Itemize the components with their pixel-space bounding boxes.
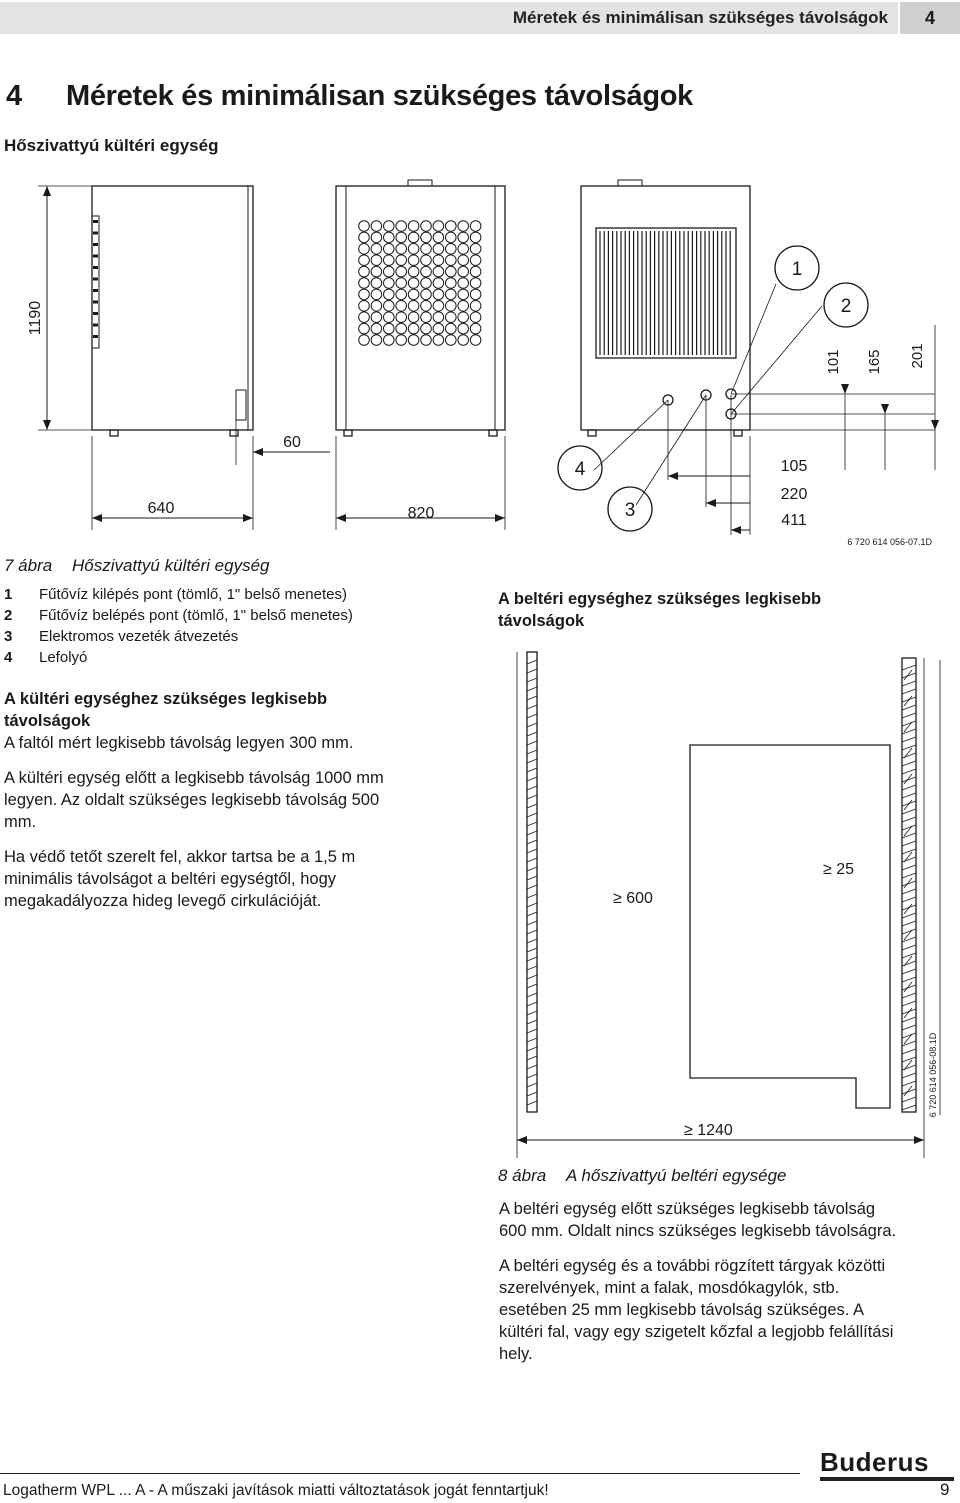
vent-hole: [446, 221, 457, 232]
vent-hole: [421, 232, 432, 243]
dim-600: ≥ 600: [613, 890, 653, 907]
vent-hole: [408, 289, 419, 300]
wall-hatch: [902, 681, 916, 686]
vent-hole: [470, 255, 481, 266]
vent-hole: [470, 312, 481, 323]
wall-hatch: [527, 1029, 537, 1033]
wall-hatch: [527, 912, 537, 916]
vent-hole: [359, 221, 370, 232]
vent-hole: [458, 255, 469, 266]
vent-hole: [371, 278, 382, 289]
vent-hole: [396, 255, 407, 266]
dim-165: 165: [866, 349, 883, 375]
wall-hatch: [902, 713, 916, 718]
vent-hole: [359, 335, 370, 346]
vent-hole: [421, 255, 432, 266]
figure-8-caption-number: 8 ábra: [498, 1166, 547, 1185]
vent-hole: [359, 232, 370, 243]
vent-hole: [396, 232, 407, 243]
vent-hole: [371, 244, 382, 255]
footer-divider: [0, 1473, 800, 1474]
figure-7-code: 6 720 614 056-07.1D: [847, 537, 932, 547]
wall-hatch: [527, 1092, 537, 1096]
wall-hatch: [527, 1011, 537, 1015]
wall-hatch: [902, 1105, 916, 1110]
vent-hole: [458, 289, 469, 300]
wall-hatch: [527, 714, 537, 718]
vent-hole: [359, 312, 370, 323]
outdoor-paragraph-3-line2: minimális távolságot a beltéri egységtől, hogy: [4, 870, 337, 888]
vent-hole: [446, 255, 457, 266]
brand-logo-bar: [820, 1477, 954, 1481]
figure-7-caption-number: 7 ábra: [4, 556, 53, 575]
dim-25: ≥ 25: [823, 861, 855, 878]
wall-hatch: [527, 894, 537, 898]
indoor-paragraph-2-line1: A beltéri egység és a további rögzített tárgyak közötti: [499, 1257, 886, 1275]
vent-hole: [371, 312, 382, 323]
vent-hole: [421, 323, 432, 334]
wall-hatch: [527, 858, 537, 862]
legend-item: 1 Fűtővíz kilépés pont (tömlő, 1" belső menetes): [4, 586, 347, 603]
figure-7-caption-text: Hőszivattyú kültéri egység: [72, 556, 270, 575]
vent-hole: [458, 266, 469, 277]
vent-hole: [396, 323, 407, 334]
outdoor-paragraph-2-line2: legyen. Az oldalt szükséges legkisebb távolság 500: [4, 791, 380, 809]
vent-hole: [371, 335, 382, 346]
vent-hole: [458, 335, 469, 346]
vent-hole: [371, 323, 382, 334]
indoor-paragraph-1-line2: 600 mm. Oldalt nincs szükséges legkisebb távolságra.: [499, 1222, 897, 1240]
vent-hole: [396, 266, 407, 277]
vent-hole: [408, 244, 419, 255]
vent-hole: [408, 266, 419, 277]
dim-60: 60: [283, 434, 301, 451]
wall-hatch: [902, 1057, 916, 1062]
indoor-heading-line2: távolságok: [498, 612, 585, 630]
vent-hole: [384, 244, 395, 255]
indoor-paragraph-2-line3: esetében 25 mm legkisebb távolság szükséges. A: [499, 1301, 865, 1319]
wall-hatch: [902, 969, 916, 974]
wall-hatch: [527, 1056, 537, 1060]
back-view-outline: [581, 186, 750, 430]
wall-hatch: [902, 737, 916, 742]
vent-hole: [384, 312, 395, 323]
wall-hatch: [904, 748, 912, 758]
vent-hole: [421, 289, 432, 300]
wall-hatch: [904, 956, 912, 966]
vent-hole: [408, 335, 419, 346]
side-slot: [93, 266, 98, 269]
wall-hatch: [527, 777, 537, 781]
wall-hatch: [902, 1073, 916, 1078]
vent-hole: [470, 323, 481, 334]
indoor-paragraph-2-line2: szerelvények, mint a falak, mosdókagylók, stb.: [499, 1279, 840, 1297]
indoor-paragraph-2-line5: hely.: [499, 1345, 533, 1363]
vent-hole: [396, 312, 407, 323]
left-wall: [527, 652, 537, 1112]
wall-hatch: [902, 793, 916, 798]
wall-hatch: [527, 840, 537, 844]
vent-hole: [421, 301, 432, 312]
wall-hatch: [527, 1020, 537, 1024]
wall-hatch: [527, 1101, 537, 1105]
vent-hole: [421, 335, 432, 346]
wall-hatch: [527, 975, 537, 979]
page-title-number: 4: [6, 80, 22, 112]
wall-hatch: [902, 745, 916, 750]
outdoor-paragraph-2-line3: mm.: [4, 813, 37, 831]
vent-hole: [421, 244, 432, 255]
section-subheading: Hőszivattyú kültéri egység: [4, 136, 219, 155]
wall-hatch: [527, 903, 537, 907]
vent-hole: [446, 232, 457, 243]
vent-hole: [470, 278, 481, 289]
page-title: [6, 80, 693, 113]
vent-hole: [433, 255, 444, 266]
wall-hatch: [527, 984, 537, 988]
wall-hatch: [527, 966, 537, 970]
wall-hatch: [902, 665, 916, 670]
vent-hole: [433, 323, 444, 334]
wall-hatch: [527, 687, 537, 691]
vent-hole: [433, 232, 444, 243]
vent-hole: [384, 221, 395, 232]
page-title-text: Méretek és minimálisan szükséges távolságok: [66, 80, 694, 112]
wall-hatch: [904, 1060, 912, 1070]
wall-hatch: [902, 865, 916, 870]
legend-item: 4 Lefolyó: [4, 649, 88, 666]
side-slot: [93, 324, 98, 327]
wall-hatch: [902, 1001, 916, 1006]
vent-hole: [470, 289, 481, 300]
page-number: 9: [940, 1480, 950, 1499]
wall-hatch: [902, 1097, 916, 1102]
vent-hole: [446, 244, 457, 255]
wall-hatch: [527, 741, 537, 745]
wall-hatch: [527, 804, 537, 808]
vent-hole: [408, 312, 419, 323]
wall-hatch: [527, 1038, 537, 1042]
vent-hole: [458, 323, 469, 334]
figure-7-legend: [4, 584, 353, 668]
vent-hole: [433, 301, 444, 312]
vent-hole: [371, 266, 382, 277]
dim-1240: ≥ 1240: [684, 1122, 733, 1139]
vent-hole: [421, 278, 432, 289]
footer-text: Logatherm WPL ... A - A műszaki javítások miatti változtatások jogát fenntartjuk!: [3, 1482, 549, 1499]
dim-640: 640: [147, 500, 175, 517]
side-slot: [93, 220, 98, 223]
vent-hole: [371, 221, 382, 232]
side-slot: [93, 278, 98, 281]
wall-hatch: [902, 841, 916, 846]
wall-hatch: [902, 769, 916, 774]
dim-820: 820: [407, 505, 435, 522]
wall-hatch: [527, 660, 537, 664]
wall-hatch: [902, 921, 916, 926]
vent-hole: [421, 221, 432, 232]
callout-2: 2: [840, 296, 852, 317]
wall-hatch: [527, 957, 537, 961]
outdoor-section: [4, 688, 474, 912]
vent-hole: [371, 289, 382, 300]
wall-hatch: [527, 849, 537, 853]
wall-hatch: [527, 750, 537, 754]
wall-hatch: [902, 945, 916, 950]
indoor-section: [499, 1198, 959, 1365]
vent-hole: [408, 221, 419, 232]
vent-hole: [433, 312, 444, 323]
vent-hole: [433, 266, 444, 277]
outdoor-paragraph-3-line3: megakadályozza hideg levegő cirkulációját.: [4, 892, 322, 910]
header-chapter-number: 4: [900, 2, 960, 34]
wall-hatch: [902, 993, 916, 998]
dim-220: 220: [780, 486, 808, 503]
wall-hatch: [902, 1049, 916, 1054]
vent-hole: [408, 232, 419, 243]
vent-hole: [470, 335, 481, 346]
indoor-heading-line1: A beltéri egységhez szükséges legkisebb: [498, 590, 822, 608]
vent-hole: [470, 232, 481, 243]
wall-hatch: [902, 897, 916, 902]
vent-hole: [408, 255, 419, 266]
wall-hatch: [527, 723, 537, 727]
vent-hole: [446, 289, 457, 300]
vent-hole: [470, 244, 481, 255]
wall-hatch: [527, 885, 537, 889]
vent-hole: [384, 289, 395, 300]
wall-hatch: [902, 873, 916, 878]
vent-hole: [359, 266, 370, 277]
vent-hole: [458, 232, 469, 243]
wall-hatch: [527, 1047, 537, 1051]
vent-hole: [359, 289, 370, 300]
side-slot: [93, 289, 98, 292]
vent-hole: [458, 221, 469, 232]
side-slot: [93, 301, 98, 304]
wall-hatch: [527, 939, 537, 943]
figure-8-code: 6 720 614 056-08.1D: [928, 1032, 938, 1118]
vent-hole: [384, 266, 395, 277]
wall-hatch: [902, 761, 916, 766]
vent-hole: [359, 278, 370, 289]
vent-hole: [433, 335, 444, 346]
wall-hatch: [527, 768, 537, 772]
vent-hole: [396, 278, 407, 289]
wall-hatch: [527, 948, 537, 952]
vent-hole: [396, 289, 407, 300]
outdoor-paragraph-2-line1: A kültéri egység előtt a legkisebb távolság 1000 mm: [4, 769, 384, 787]
page-header: [0, 0, 960, 36]
wall-hatch: [902, 1081, 916, 1086]
wall-hatch: [527, 921, 537, 925]
dim-105: 105: [780, 458, 808, 475]
vent-hole: [458, 301, 469, 312]
wall-hatch: [527, 993, 537, 997]
side-slot: [93, 335, 98, 338]
outdoor-heading-line1: A kültéri egységhez szükséges legkisebb: [4, 690, 328, 708]
vent-hole: [458, 312, 469, 323]
vent-hole: [433, 278, 444, 289]
wall-hatch: [904, 852, 912, 862]
wall-hatch: [527, 1083, 537, 1087]
wall-hatch: [902, 953, 916, 958]
side-slot: [93, 243, 98, 246]
vent-hole: [408, 323, 419, 334]
indoor-heading: [498, 588, 821, 632]
wall-hatch: [527, 795, 537, 799]
vent-hole: [421, 266, 432, 277]
figure-8-caption: [498, 1166, 787, 1186]
wall-hatch: [527, 786, 537, 790]
callout-3: 3: [624, 500, 636, 521]
wall-hatch: [902, 1025, 916, 1030]
vent-hole: [359, 255, 370, 266]
vent-hole: [384, 335, 395, 346]
vent-hole: [396, 244, 407, 255]
wall-hatch: [527, 930, 537, 934]
vent-hole: [408, 301, 419, 312]
wall-hatch: [527, 1074, 537, 1078]
wall-hatch: [527, 759, 537, 763]
vent-hole: [458, 278, 469, 289]
figure-7-caption: [4, 556, 269, 576]
brand-logo: Buderus: [820, 1447, 929, 1477]
vent-hole: [384, 323, 395, 334]
vent-hole: [359, 244, 370, 255]
wall-hatch: [527, 705, 537, 709]
wall-hatch: [527, 1065, 537, 1069]
vent-hole: [446, 335, 457, 346]
vent-hole: [446, 301, 457, 312]
vent-hole: [396, 301, 407, 312]
vent-hole: [446, 312, 457, 323]
wall-hatch: [527, 876, 537, 880]
wall-hatch: [527, 732, 537, 736]
figure-8-caption-text: A hőszivattyú beltéri egysége: [566, 1166, 787, 1185]
vent-hole: [371, 232, 382, 243]
wall-hatch: [902, 849, 916, 854]
wall-hatch: [527, 678, 537, 682]
side-slot: [93, 232, 98, 235]
vent-hole: [470, 266, 481, 277]
vent-hole: [371, 255, 382, 266]
figure-7-outdoor-unit-drawing: [0, 160, 960, 555]
vent-hole: [446, 323, 457, 334]
wall-hatch: [527, 822, 537, 826]
side-slot: [93, 312, 98, 315]
wall-hatch: [527, 669, 537, 673]
vent-hole: [384, 301, 395, 312]
legend-item: 3 Elektromos vezeték átvezetés: [4, 628, 239, 645]
vent-hole: [421, 312, 432, 323]
callout-1: 1: [791, 259, 803, 280]
vent-hole: [433, 221, 444, 232]
wall-hatch: [902, 889, 916, 894]
vent-hole: [458, 244, 469, 255]
legend-item: 2 Fűtővíz belépés pont (tömlő, 1" belső menetes): [4, 607, 353, 624]
wall-hatch: [527, 867, 537, 871]
wall-hatch: [902, 689, 916, 694]
wall-hatch: [527, 813, 537, 817]
vent-hole: [396, 335, 407, 346]
side-view-outline: [92, 186, 253, 430]
side-slot: [93, 255, 98, 258]
vent-hole: [446, 266, 457, 277]
wall-hatch: [527, 1002, 537, 1006]
vent-hole: [384, 255, 395, 266]
indoor-paragraph-1-line1: A beltéri egység előtt szükséges legkisebb távolság: [499, 1200, 876, 1218]
vent-hole: [359, 301, 370, 312]
indoor-paragraph-2-line4: kültéri fal, vagy egy szigetelt kőzfal a legjobb felállítási: [499, 1323, 894, 1341]
vent-hole: [384, 232, 395, 243]
vent-hole: [433, 244, 444, 255]
vent-hole: [470, 301, 481, 312]
outdoor-heading-line2: távolságok: [4, 712, 91, 730]
dim-height: 1190: [27, 300, 44, 336]
callout-4: 4: [574, 459, 586, 480]
vent-hole: [446, 278, 457, 289]
vent-hole: [384, 278, 395, 289]
wall-hatch: [902, 977, 916, 982]
header-title: Méretek és minimálisan szükséges távolságok: [512, 8, 888, 27]
outdoor-paragraph-3-line1: Ha védő tetőt szerelt fel, akkor tartsa be a 1,5 m: [4, 848, 356, 866]
vent-hole: [470, 221, 481, 232]
wall-hatch: [527, 831, 537, 835]
vent-hole: [408, 278, 419, 289]
dim-101: 101: [825, 349, 842, 375]
vent-hole: [396, 221, 407, 232]
vent-hole: [433, 289, 444, 300]
indoor-unit-outline: [690, 745, 890, 1108]
wall-hatch: [527, 696, 537, 700]
vent-hole: [359, 323, 370, 334]
dim-411: 411: [781, 512, 807, 529]
dim-201: 201: [909, 343, 926, 369]
vent-hole: [371, 301, 382, 312]
wall-hatch: [902, 785, 916, 790]
outdoor-paragraph-1: A faltól mért legkisebb távolság legyen 300 mm.: [4, 734, 354, 752]
wall-hatch: [902, 817, 916, 822]
figure-8-indoor-unit-drawing: [490, 645, 960, 1165]
